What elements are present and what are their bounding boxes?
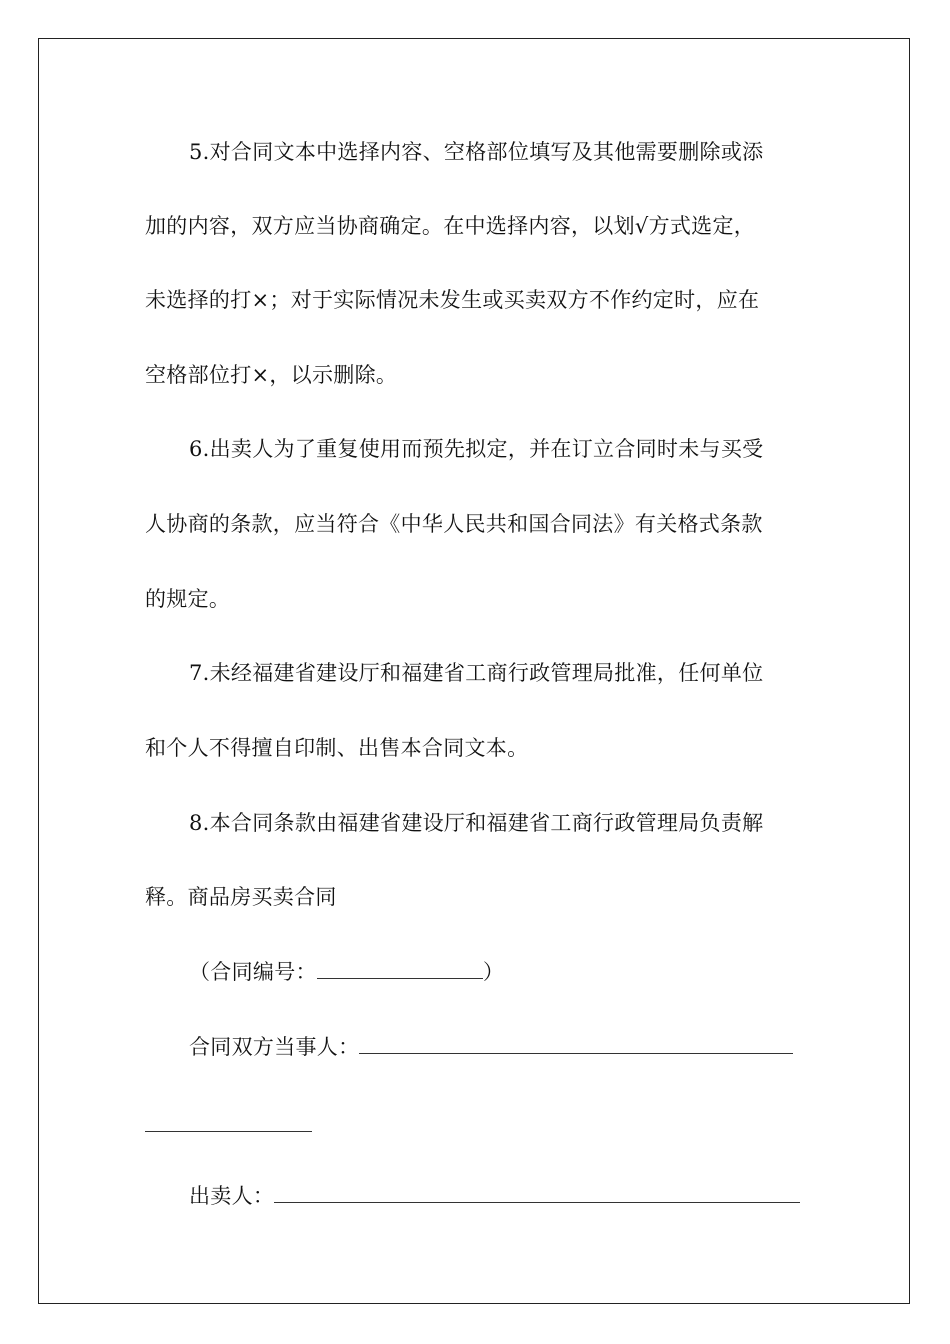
parties-blank-continuation[interactable] [145, 1131, 312, 1132]
paragraph-6-line-2: 人协商的条款，应当符合《中华人民共和国合同法》有关格式条款 [145, 512, 763, 536]
seller-blank[interactable] [274, 1184, 800, 1203]
seller-label: 出卖人： [189, 1184, 275, 1208]
contract-number-blank[interactable] [317, 960, 483, 979]
paragraph-5-line-1: 5.对合同文本中选择内容、空格部位填写及其他需要删除或添 [189, 140, 764, 164]
parties-row [189, 1034, 793, 1060]
paragraph-8-line-2: 释。商品房买卖合同 [145, 885, 337, 909]
paragraph-8-line-1: 8.本合同条款由福建省建设厅和福建省工商行政管理局负责解 [189, 811, 764, 835]
paragraph-7-line-2: 和个人不得擅自印制、出售本合同文本。 [145, 736, 529, 760]
contract-number-close: ） [482, 960, 505, 984]
paragraph-6-line-3: 的规定。 [145, 587, 231, 611]
contract-number-row [189, 959, 504, 985]
paragraph-5-line-3: 未选择的打×；对于实际情况未发生或买卖双方不作约定时，应在 [145, 288, 760, 312]
contract-number-label: （合同编号： [189, 960, 317, 984]
paragraph-6-line-1: 6.出卖人为了重复使用而预先拟定，并在订立合同时未与买受 [189, 437, 764, 461]
parties-label: 合同双方当事人： [189, 1035, 360, 1059]
paragraph-5-line-2: 加的内容，双方应当协商确定。在中选择内容，以划√方式选定， [145, 214, 756, 238]
paragraph-5-line-4: 空格部位打×，以示删除。 [145, 363, 398, 387]
seller-row [189, 1183, 800, 1209]
parties-blank[interactable] [359, 1035, 793, 1054]
paragraph-7-line-1: 7.未经福建省建设厅和福建省工商行政管理局批准，任何单位 [189, 661, 764, 685]
